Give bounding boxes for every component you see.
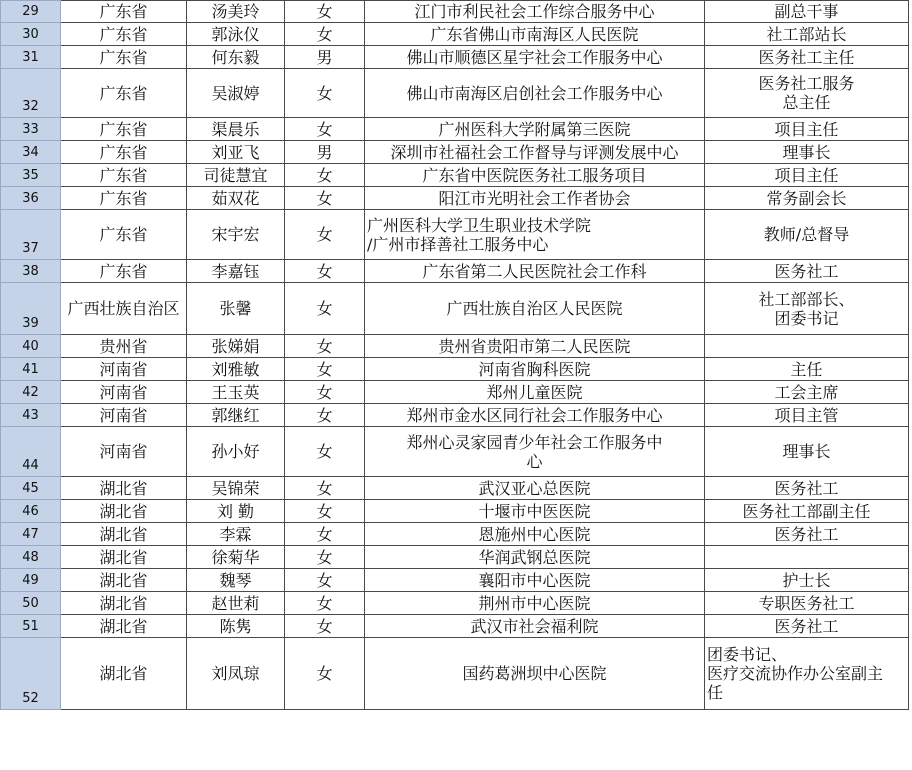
position-cell [705,283,909,335]
province-cell: 湖北省 [61,638,187,710]
name-cell: 汤美玲 [187,1,285,23]
position-line: 项目主管 [774,405,839,425]
organization-line: 十堰市中医医院 [478,501,591,521]
organization-line: 郑州儿童医院 [486,382,583,402]
position-line: 医务社工 [774,616,839,636]
position-line: 教师/总督导 [763,225,850,244]
position-cell [705,141,909,164]
organization-line: 荆州市中心医院 [478,593,591,613]
position-cell [705,546,909,569]
organization-line: 国药葛洲坝中心医院 [462,664,607,683]
position-cell [705,404,909,427]
row-number-cell: 29 [1,1,61,23]
gender-cell: 女 [285,381,365,404]
row-number-cell: 47 [1,523,61,546]
province-cell: 河南省 [61,427,187,477]
name-cell: 刘亚飞 [187,141,285,164]
row-number-cell: 41 [1,358,61,381]
organization-cell [365,358,705,381]
organization-cell [365,427,705,477]
organization-line: 广东省中医院医务社工服务项目 [422,165,647,185]
province-cell: 湖北省 [61,500,187,523]
position-line: 专职医务社工 [758,593,855,613]
name-cell: 孙小好 [187,427,285,477]
gender-cell: 女 [285,638,365,710]
organization-line: 郑州心灵家园青少年社会工作服务中 [406,432,663,452]
organization-cell [365,1,705,23]
row-number-cell: 52 [1,638,61,710]
province-cell: 广东省 [61,118,187,141]
organization-line: 华润武钢总医院 [478,547,591,567]
organization-cell [365,210,705,260]
organization-cell [365,69,705,118]
position-cell [705,427,909,477]
organization-line: 深圳市社福社会工作督导与评测发展中心 [390,142,679,162]
province-cell: 广西壮族自治区 [61,283,187,335]
position-line: 总主任 [782,93,831,112]
name-cell: 王玉英 [187,381,285,404]
name-cell: 刘凤琼 [187,638,285,710]
position-line: 团委书记 [774,308,839,328]
name-cell: 李霖 [187,523,285,546]
organization-line: 广州医科大学卫生职业技术学院 [367,215,592,235]
name-cell: 张娣娟 [187,335,285,358]
table-row [1,335,909,358]
table-row [1,46,909,69]
position-line: 任 [707,683,724,702]
row-number-cell: 38 [1,260,61,283]
province-cell: 湖北省 [61,615,187,638]
row-number-cell: 40 [1,335,61,358]
position-line: 项目主任 [774,165,839,185]
gender-cell: 女 [285,69,365,118]
organization-line: 武汉市社会福利院 [470,616,599,636]
province-cell: 广东省 [61,1,187,23]
organization-cell [365,638,705,710]
table-body [1,1,909,710]
table-row [1,187,909,210]
position-line: 理事长 [782,142,831,162]
name-cell: 司徒慧宜 [187,164,285,187]
position-line: 理事长 [782,442,831,461]
row-number-cell: 34 [1,141,61,164]
organization-cell [365,477,705,500]
position-cell [705,477,909,500]
gender-cell: 女 [285,569,365,592]
organization-line: 佛山市顺德区星宇社会工作服务中心 [406,47,663,67]
row-number-cell: 32 [1,69,61,118]
position-cell [705,1,909,23]
province-cell: 河南省 [61,358,187,381]
gender-cell: 女 [285,546,365,569]
position-cell [705,260,909,283]
gender-cell: 女 [285,615,365,638]
province-cell: 河南省 [61,381,187,404]
name-cell: 渠晨乐 [187,118,285,141]
gender-cell: 女 [285,187,365,210]
table-row [1,260,909,283]
position-line: 社工部站长 [766,24,847,44]
table-row [1,358,909,381]
row-number-cell: 42 [1,381,61,404]
organization-line: /广州市择善社工服务中心 [367,234,549,254]
organization-line: 佛山市南海区启创社会工作服务中心 [406,83,663,103]
gender-cell: 女 [285,592,365,615]
gender-cell: 男 [285,141,365,164]
position-line: 副总干事 [774,2,839,21]
organization-line: 广西壮族自治区人民医院 [446,299,623,318]
organization-line: 河南省胸科医院 [478,359,591,379]
province-cell: 广东省 [61,69,187,118]
position-line: 医疗交流协作办公室副主 [707,664,884,683]
position-line: 医务社工主任 [758,47,855,67]
position-line: 医务社工 [774,524,839,544]
organization-line: 襄阳市中心医院 [478,570,591,590]
gender-cell: 女 [285,210,365,260]
organization-line: 广东省第二人民医院社会工作科 [422,261,647,281]
row-number-cell: 39 [1,283,61,335]
row-number-cell: 33 [1,118,61,141]
name-cell: 赵世莉 [187,592,285,615]
organization-cell [365,118,705,141]
position-cell [705,638,909,710]
table-row [1,141,909,164]
name-cell: 李嘉钰 [187,260,285,283]
table-row [1,569,909,592]
province-cell: 广东省 [61,210,187,260]
organization-cell [365,381,705,404]
position-cell [705,118,909,141]
table-row [1,592,909,615]
organization-line: 广州医科大学附属第三医院 [438,119,631,139]
position-cell [705,23,909,46]
table-row [1,546,909,569]
row-number-cell: 46 [1,500,61,523]
table-row [1,615,909,638]
name-cell: 魏琴 [187,569,285,592]
position-cell [705,69,909,118]
table-row [1,477,909,500]
gender-cell: 女 [285,500,365,523]
name-cell: 郭继红 [187,404,285,427]
position-cell [705,210,909,260]
province-cell: 湖北省 [61,477,187,500]
organization-cell [365,164,705,187]
table-row [1,118,909,141]
position-cell [705,46,909,69]
name-cell: 宋宇宏 [187,210,285,260]
table-row [1,427,909,477]
name-cell: 茹双花 [187,187,285,210]
row-number-cell: 31 [1,46,61,69]
organization-line: 恩施州中心医院 [478,524,591,544]
table-row [1,404,909,427]
gender-cell: 女 [285,283,365,335]
organization-cell [365,546,705,569]
province-cell: 湖北省 [61,523,187,546]
province-cell: 湖北省 [61,546,187,569]
row-number-cell: 45 [1,477,61,500]
name-cell: 刘 勤 [187,500,285,523]
table-row [1,638,909,710]
position-cell [705,523,909,546]
name-cell: 吴淑婷 [187,69,285,118]
table-row [1,69,909,118]
organization-line: 阳江市光明社会工作者协会 [438,188,631,208]
province-cell: 广东省 [61,23,187,46]
province-cell: 广东省 [61,260,187,283]
position-line: 医务社工 [774,478,839,498]
organization-cell [365,500,705,523]
position-line: 医务社工部副主任 [742,501,871,521]
organization-cell [365,283,705,335]
row-number-cell: 48 [1,546,61,569]
organization-line: 广东省佛山市南海区人民医院 [430,24,639,44]
organization-line: 心 [526,451,543,471]
position-cell [705,615,909,638]
position-line: 工会主席 [774,382,839,402]
province-cell: 广东省 [61,164,187,187]
gender-cell: 女 [285,427,365,477]
gender-cell: 女 [285,523,365,546]
name-cell: 郭泳仪 [187,23,285,46]
gender-cell: 女 [285,23,365,46]
organization-line: 武汉亚心总医院 [478,478,591,498]
table-row [1,381,909,404]
organization-line: 江门市利民社会工作综合服务中心 [414,2,655,21]
name-cell: 张馨 [187,283,285,335]
position-cell [705,335,909,358]
position-line: 项目主任 [774,119,839,139]
table-row [1,23,909,46]
position-cell [705,358,909,381]
province-cell: 贵州省 [61,335,187,358]
organization-cell [365,404,705,427]
organization-cell [365,141,705,164]
table-row [1,210,909,260]
position-cell [705,592,909,615]
province-cell: 河南省 [61,404,187,427]
organization-line: 郑州市金水区同行社会工作服务中心 [406,405,663,425]
row-number-cell: 44 [1,427,61,477]
row-number-cell: 35 [1,164,61,187]
organization-line: 贵州省贵阳市第二人民医院 [438,336,631,356]
position-cell [705,164,909,187]
row-number-cell: 49 [1,569,61,592]
province-cell: 湖北省 [61,592,187,615]
name-cell: 何东毅 [187,46,285,69]
position-cell [705,500,909,523]
province-cell: 广东省 [61,187,187,210]
organization-cell [365,335,705,358]
organization-cell [365,260,705,283]
name-cell: 吴锦荣 [187,477,285,500]
row-number-cell: 43 [1,404,61,427]
name-cell: 徐菊华 [187,546,285,569]
position-cell [705,381,909,404]
gender-cell: 男 [285,46,365,69]
gender-cell: 女 [285,164,365,187]
province-cell: 湖北省 [61,569,187,592]
position-line: 主任 [790,359,823,379]
organization-cell [365,23,705,46]
position-line: 医务社工 [774,261,839,281]
gender-cell: 女 [285,404,365,427]
organization-cell [365,569,705,592]
position-cell [705,187,909,210]
row-number-cell: 36 [1,187,61,210]
table-row [1,1,909,23]
name-cell: 陈隽 [187,615,285,638]
row-number-cell: 51 [1,615,61,638]
province-cell: 广东省 [61,141,187,164]
position-cell [705,569,909,592]
position-line: 团委书记、 [707,645,788,664]
organization-cell [365,615,705,638]
organization-cell [365,187,705,210]
name-cell: 刘雅敏 [187,358,285,381]
table-row [1,283,909,335]
province-cell: 广东省 [61,46,187,69]
row-number-cell: 50 [1,592,61,615]
gender-cell: 女 [285,118,365,141]
gender-cell: 女 [285,335,365,358]
row-number-cell: 37 [1,210,61,260]
position-line: 常务副会长 [766,188,847,208]
table-row [1,500,909,523]
position-line: 护士长 [782,570,831,590]
table-row [1,523,909,546]
gender-cell: 女 [285,1,365,23]
position-line: 医务社工服务 [758,74,855,93]
gender-cell: 女 [285,260,365,283]
organization-cell [365,592,705,615]
organization-cell [365,523,705,546]
table-row [1,164,909,187]
gender-cell: 女 [285,477,365,500]
position-line: 社工部部长、 [758,289,855,309]
organization-cell [365,46,705,69]
row-number-cell: 30 [1,23,61,46]
gender-cell: 女 [285,358,365,381]
